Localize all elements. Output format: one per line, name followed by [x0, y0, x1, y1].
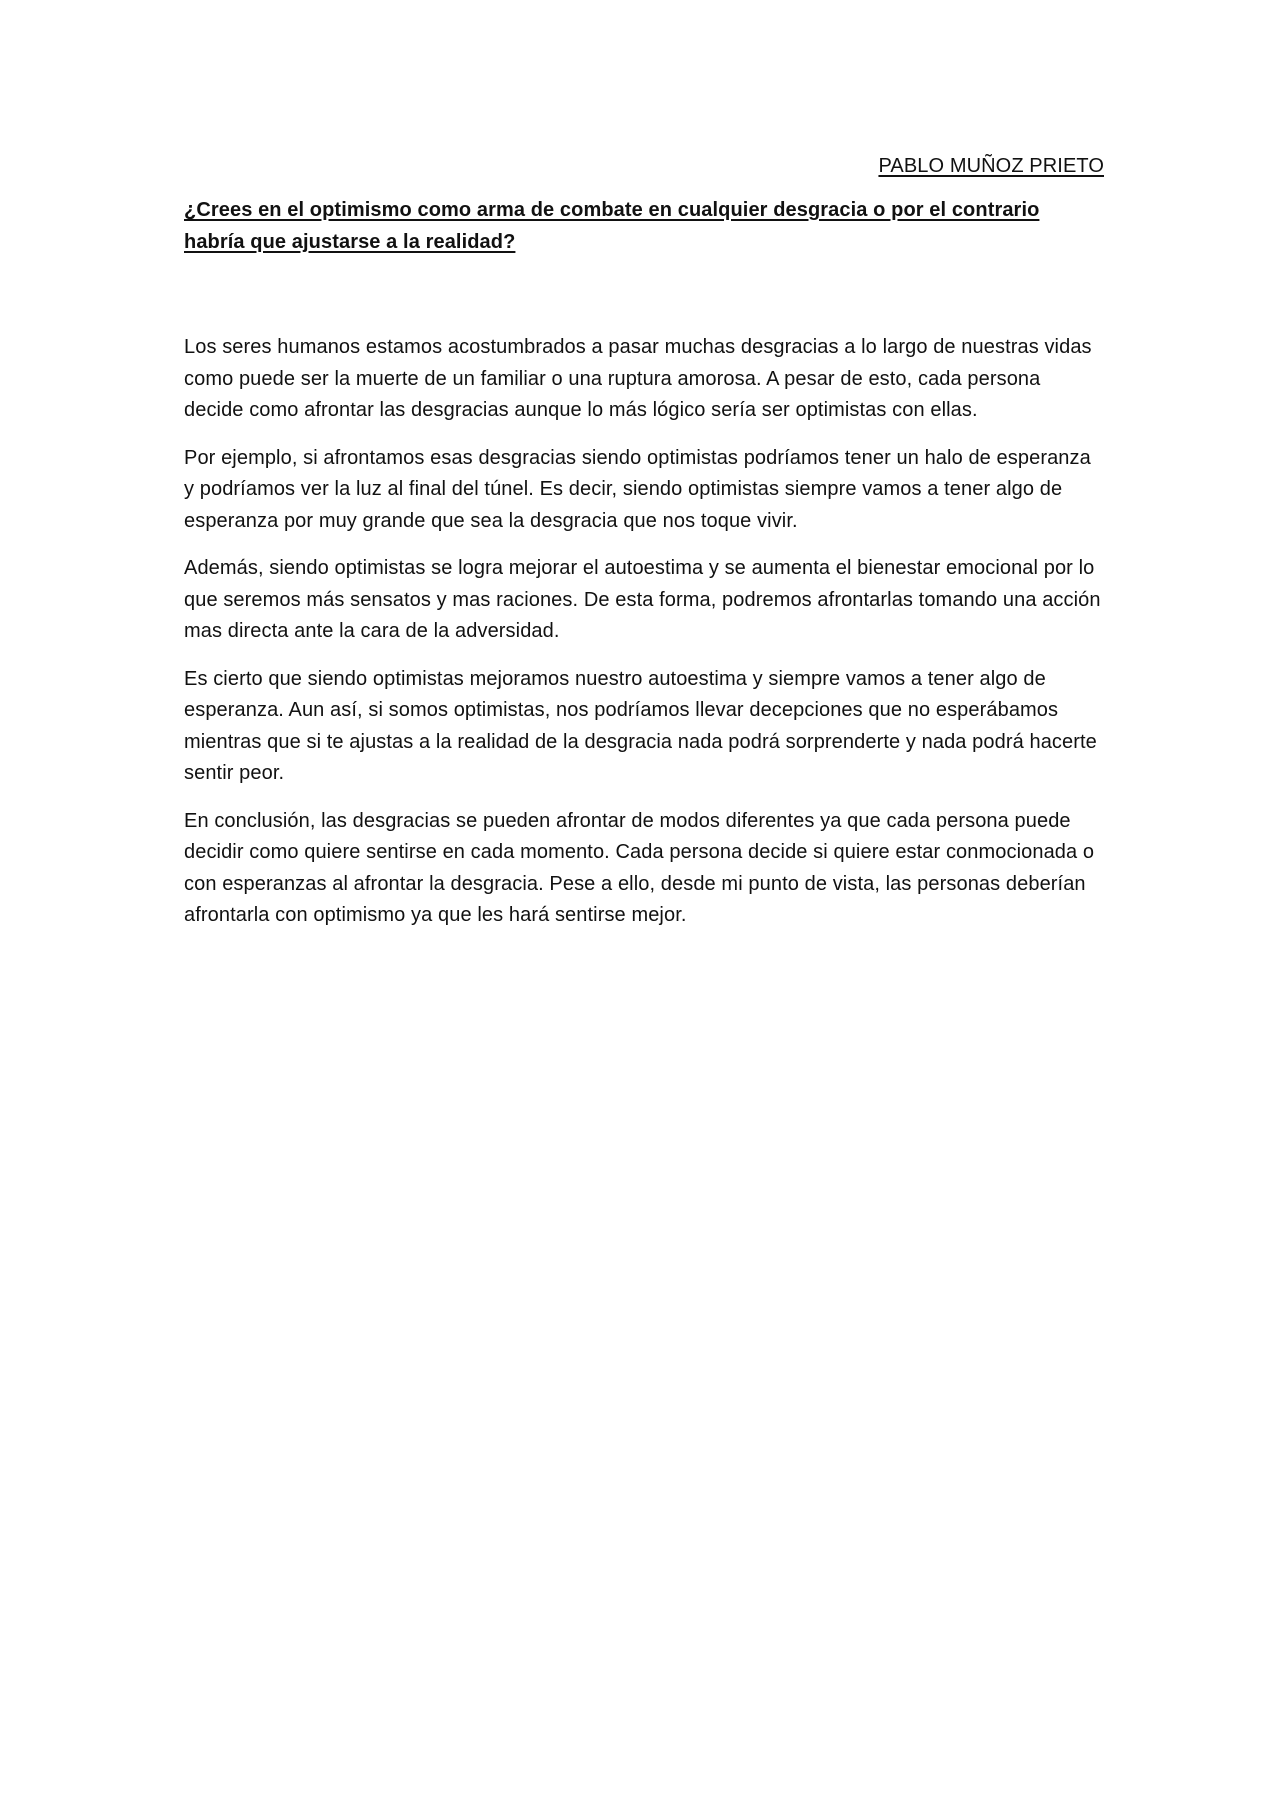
paragraph-benefits: Además, siendo optimistas se logra mejorar el autoestima y se aumenta el bienestar emocional por lo que seremos más sensatos y mas raciones. De esta forma, podremos afrontarlas tomando una acción mas directa ante la cara de la adversidad. — [184, 557, 1101, 642]
author-name: PABLO MUÑOZ PRIETO — [878, 155, 1104, 177]
paragraph-conclusion: En conclusión, las desgracias se pueden afrontar de modos diferentes ya que cada persona puede decidir como quiere sentirse en cada momento. Cada persona decide si quiere estar conmocionada o con esperanzas al afrontar la desgracia. Pese a ello, desde mi punto de vista, las personas deberían afrontarla con optimismo ya que les hará sentirse mejor. — [184, 809, 1095, 926]
paragraph-counterargument: Es cierto que siendo optimistas mejoramos nuestro autoestima y siempre vamos a tener algo de esperanza. Aun así, si somos optimistas, nos podríamos llevar decepciones que no esperábamos mientras que si te ajustas a la realidad de la desgracia nada podrá sorprenderte y nada podrá hacerte sentir peor. — [184, 667, 1097, 784]
essay-question: ¿Crees en el optimismo como arma de combate en cualquier desgracia o por el contrario habría que ajustarse a la realidad? — [184, 199, 1040, 253]
paragraph-example: Por ejemplo, si afrontamos esas desgracias siendo optimistas podríamos tener un halo de esperanza y podríamos ver la luz al final del túnel. Es decir, siendo optimistas siempre vamos a tener algo de esperanza por muy grande que sea la desgracia que nos toque vivir. — [184, 446, 1091, 532]
paragraph-introduction: Los seres humanos estamos acostumbrados a pasar muchas desgracias a lo largo de nuestras vidas como puede ser la muerte de un familiar o una ruptura amorosa. A pesar de esto, cada persona decide como afrontar las desgracias aunque lo más lógico sería ser optimistas con ellas. — [184, 336, 1092, 421]
document-body — [184, 150, 1104, 948]
